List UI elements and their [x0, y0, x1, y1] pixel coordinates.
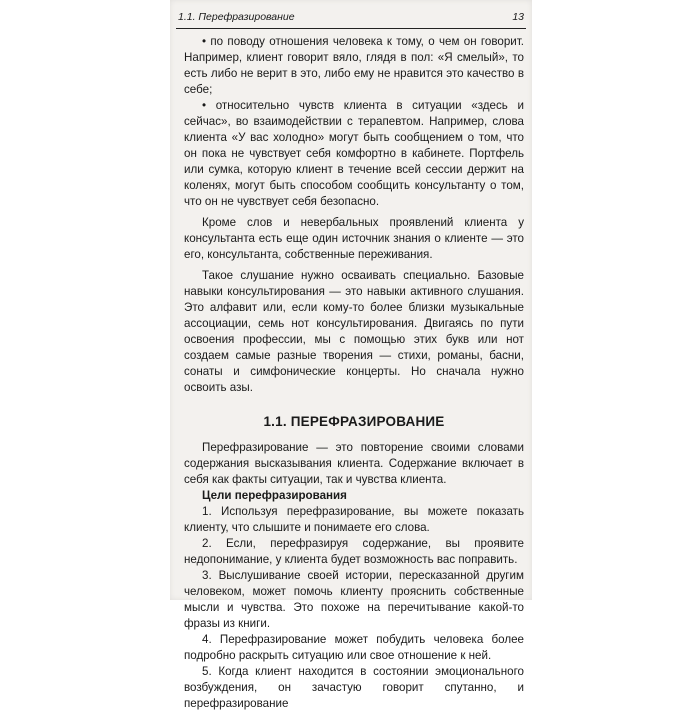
bullet-paragraph-2: • относительно чувств клиента в ситуации «здесь и сейчас», во взаимодействии с терапевтом. Например, слова клиента «У вас холодно» могут быть сообщением о том, что он пока не чувствует себя комфортно в кабинете. Портфель или сумка, которую клиент в течение всей сессии держит на коленях, могут быть способом сообщить консультанту о том, что он не чувствует себя безопасно.	[184, 99, 524, 208]
bullet-paragraph-1: • по поводу отношения человека к тому, о чем он говорит. Например, клиент говорит вяло, глядя в пол: «Я смелый», то есть либо не верит в это, либо ему не нравится это качество в себе;	[184, 35, 524, 96]
paragraph-own-feelings: Кроме слов и невербальных проявлений клиента у консультанта есть еще один источник знания о клиенте — это его, консультанта, собственные переживания.	[184, 216, 524, 261]
page-number: 13	[512, 11, 524, 23]
goal-item-1: 1. Используя перефразирование, вы можете показать клиенту, что слышите и понимаете его слова.	[184, 505, 524, 534]
section-heading: 1.1. ПЕРЕФРАЗИРОВАНИЕ	[263, 414, 445, 429]
running-header	[176, 8, 526, 29]
book-page	[170, 0, 532, 710]
paragraph-active-listening: Такое слушание нужно осваивать специально. Базовые навыки консультирования — это навыки активного слушания. Это алфавит или, если кому-то более близки музыкальные ассоциации, семь нот консультирования. Двигаясь по пути освоения профессии, мы с помощью этих букв или нот создаем самые разные творения — стихи, романы, басни, сонаты и симфонические концерты. Но сначала нужно освоить азы.	[184, 269, 524, 394]
goal-item-2: 2. Если, перефразируя содержание, вы проявите недопонимание, у клиента будет возможность вас поправить.	[184, 537, 524, 566]
page-body	[184, 34, 524, 712]
section-intro: Перефразирование — это повторение своими словами содержания высказывания клиента. Содержание включает в себя как факты ситуации, так и чувства клиента.	[184, 441, 524, 486]
subheading-goals: Цели перефразирования	[202, 489, 347, 502]
goal-item-4: 4. Перефразирование может побудить человека более подробно раскрыть ситуацию или свое отношение к ней.	[184, 633, 524, 662]
goal-item-5: 5. Когда клиент находится в состоянии эмоционального возбуждения, он зачастую говорит спутанно, и перефразирование	[184, 665, 524, 710]
goal-item-3: 3. Выслушивание своей истории, пересказанной другим человеком, может помочь клиенту прояснить собственные мысли и чувства. Это похоже на перечитывание какой-то фразы из книги.	[184, 569, 524, 630]
header-section-title: 1.1. Перефразирование	[178, 11, 295, 23]
